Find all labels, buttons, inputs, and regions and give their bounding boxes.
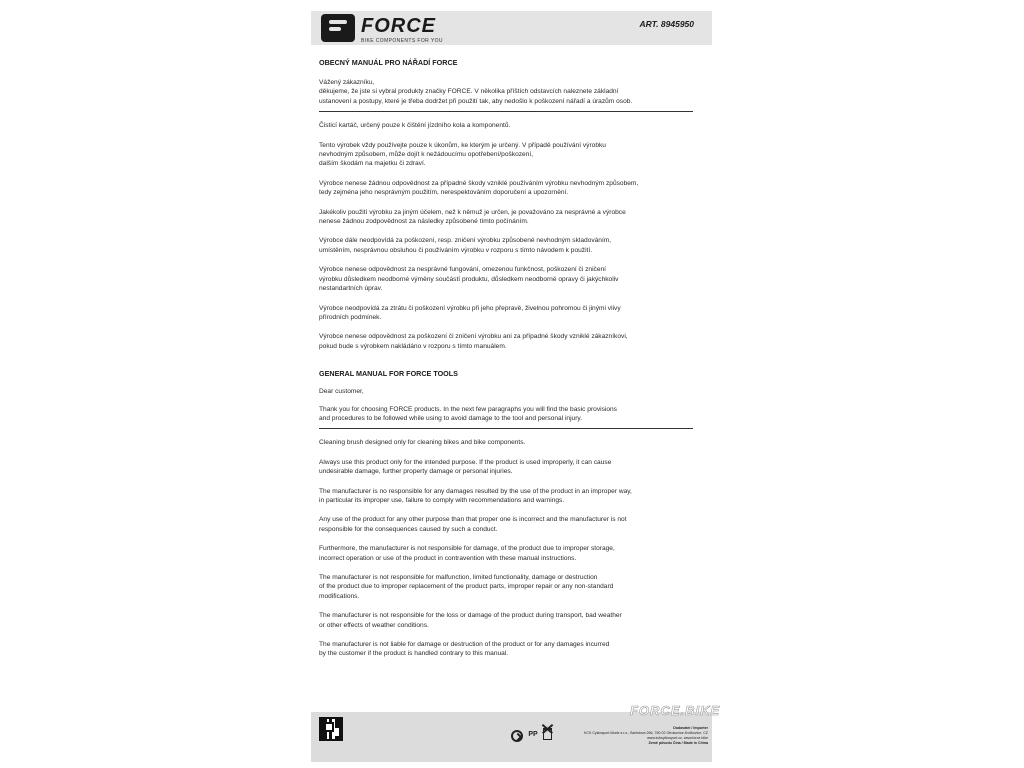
english-paragraph: The manufacturer is not responsible for malfunction, limited functionality, damage or destruction of the product due to improper replacement of the product parts, improper repair or any non-standard modifications. (319, 574, 614, 600)
article-number: ART. 8945950 (639, 19, 694, 29)
czech-paragraph: Výrobce nenese odpovědnost za poškození či zničení výrobku ani za případné škody vzniklé zákazníkovi, pokud bude s výrobkem nakládáno v rozporu s tímto manuálem. (319, 333, 628, 350)
czech-intro: Vážený zákazníku, děkujeme, že jste si vybral produkty značky FORCE. V několika příštích odstavcích naleznete základní ustanovení a postupy, které je třeba dodržet při použití tak, aby nedošlo k poškození nářadí a úrazům osob. (319, 79, 633, 105)
importer-info (548, 726, 708, 746)
english-paragraph: The manufacturer is no responsible for any damages resulted by the use of the product in an improper way, in particular its improper use, failure to comply with recommendations and warnings. (319, 487, 632, 504)
english-paragraph: Cleaning brush designed only for cleaning bikes and bike components. (319, 439, 526, 447)
english-paragraph: Any use of the product for any other purpose than that proper one is incorrect and the manufacturer is not responsible for the consequences caused by such a conduct. (319, 516, 627, 533)
recycle-icon (511, 730, 523, 742)
qr-code-icon (319, 717, 343, 741)
force-logo (321, 13, 451, 45)
pp-recycle-code: PP (528, 731, 538, 738)
english-heading: GENERAL MANUAL FOR FORCE TOOLS (319, 369, 458, 379)
czech-paragraph: Výrobce nenese žádnou odpovědnost za případné škody vzniklé používáním výrobku nevhodným způsobem, tedy zejména jeho nesprávným použitím, nerespektováním doporučení a upozornění. (319, 179, 639, 197)
importer-label: Dodavatel / Importer (673, 726, 708, 730)
czech-paragraph: Tento výrobek vždy používejte pouze k úkonům, ke kterým je určený. V případě používání výrobku nevhodným způsobem, může dojít k nežádoucímu opotřebení/poškození, dalším škodám na majetku či zdraví. (319, 141, 606, 168)
footer-brand-url: FORCE.BIKE (630, 703, 721, 718)
importer-address: KCK Cyklosport-Mode s.r.o., Bartolova 266, 760 02 Otrokovice-Kvítkovice, CZ (583, 731, 708, 735)
czech-paragraph: Výrobce nenese odpovědnost za nesprávné fungování, omezenou funkčnost, poškození či zničení výrobku důsledkem neodborné výměny součástí produktu, důsledkem neodborné opravy či jakýchkoliv nestandartních úprav. (319, 266, 619, 293)
english-paragraph: The manufacturer is not responsible for the loss or damage of the product during transport, bad weather or other effects of weather conditions. (319, 612, 622, 629)
logo-wordmark: FORCE (361, 15, 436, 37)
logo-tagline: BIKE COMPONENTS FOR YOU (361, 38, 443, 44)
czech-paragraph: Jakékoliv použití výrobku za jiným účelem, než k němuž je určen, je považováno za nesprávné a výrobce nenese žádnou zodpovědnost za následky způsobené tímto počínáním. (319, 208, 626, 226)
importer-web: www.kcksyklosport.cz, www.force.bike (647, 736, 708, 740)
english-paragraph: Furthermore, the manufacturer is not responsible for damage, of the product due to improper storage, incorrect operation or use of the product in contravention with these manual instructions. (319, 545, 615, 562)
czech-paragraph: Výrobce dále neodpovídá za poškození, resp. zničení výrobku způsobené nevhodným skladováním, umístěním, nesprávnou obsluhou či používáním výrobku v rozporu s tímto návodem k použití. (319, 237, 612, 254)
english-paragraph: Always use this product only for the intended purpose. If the product is used improperly, it can cause undesirable damage, further property damage or personal injuries. (319, 458, 612, 476)
english-greeting: Dear customer, (319, 388, 364, 396)
czech-paragraph: Čisticí kartáč, určený pouze k čištění jízdního kola a komponentů. (319, 122, 511, 130)
force-logo-icon (321, 14, 355, 42)
english-intro: Thank you for choosing FORCE products. In the next few paragraphs you will find the basic provisions and procedures to be followed while using to avoid damage to the tool and personal injury. (319, 405, 617, 422)
origin-country: Země původu Čína / Made in China (648, 741, 708, 745)
czech-heading: OBECNÝ MANUÁL PRO NÁŘADÍ FORCE (319, 58, 458, 67)
manual-content (319, 58, 709, 659)
english-paragraph: The manufacturer is not liable for damage or destruction of the product or for any damages incurred by the customer if the product is handled contrary to this manual. (319, 641, 610, 658)
czech-paragraph: Výrobce neodpovídá za ztrátu či poškození výrobku při jeho přepravě, živelnou pohromou či jinými vlivy přírodních podmínek. (319, 304, 621, 321)
